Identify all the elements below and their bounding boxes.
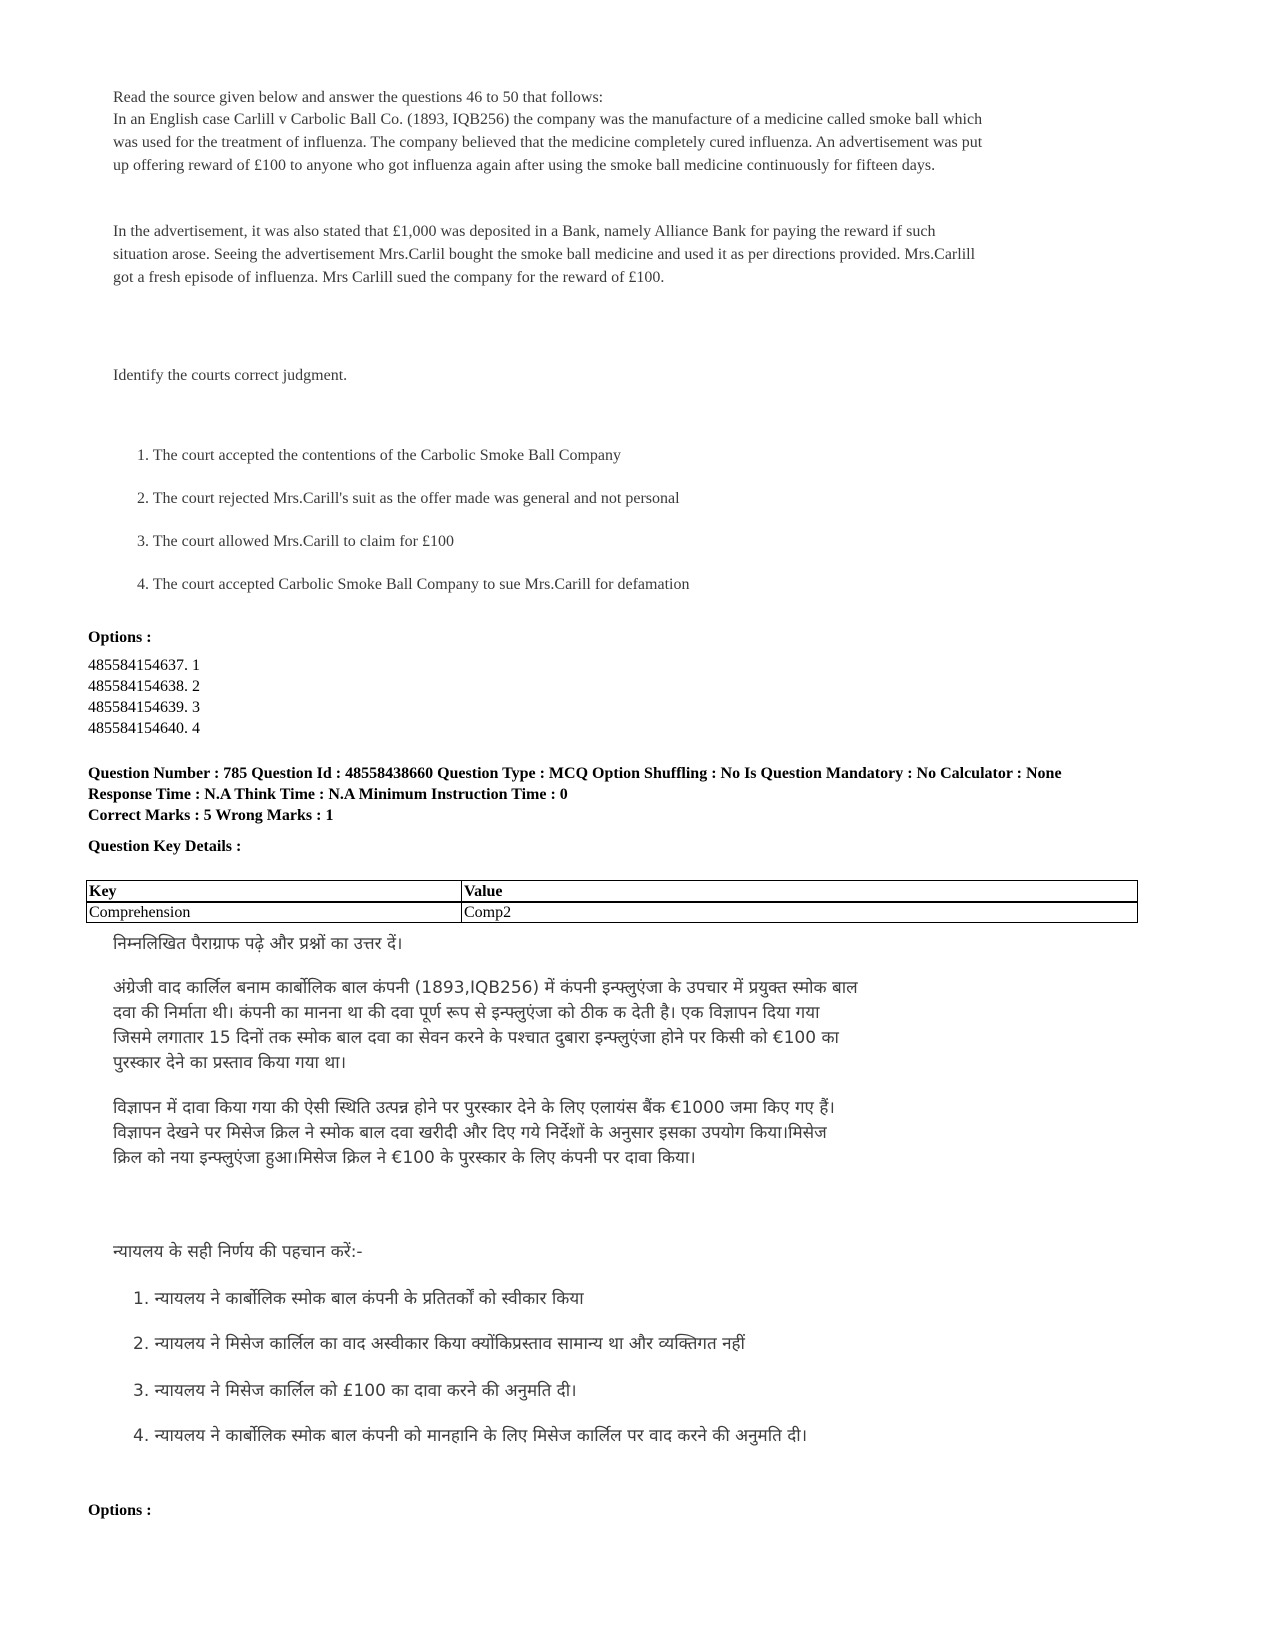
passage-option-1: 1. The court accepted the contentions of the Carbolic Smoke Ball Company [137, 447, 622, 464]
hindi-question: न्यायलय के सही निर्णय की पहचान करें:- [113, 1242, 363, 1262]
option-item: 485584154640. 4 [88, 720, 200, 737]
table-cell-key: Comprehension [87, 902, 462, 923]
option-item: 485584154637. 1 [88, 657, 200, 674]
table-cell-value: Comp2 [462, 902, 1138, 923]
passage-question: Identify the courts correct judgment. [113, 367, 348, 384]
option-item: 485584154638. 2 [88, 678, 200, 695]
hindi-option-1: 1. न्यायलय ने कार्बोलिक स्मोक बाल कंपनी के प्रतितर्कों को स्वीकार किया [133, 1289, 584, 1309]
hindi-para1-line: दवा की निर्माता थी। कंपनी का मानना था की दवा पूर्ण रूप से इन्फ्लुएंजा को ठीक क देती है। एक विज्ञापन दिया गया [113, 1003, 820, 1023]
table-header-key: Key [87, 881, 462, 902]
hindi-option-2: 2. न्यायलय ने मिसेज कार्लिल का वाद अस्वीकार किया क्योंकिप्रस्ताव सामान्य था और व्यक्तिगत नहीं [133, 1334, 745, 1354]
hindi-para1-line: अंग्रेजी वाद कार्लिल बनाम कार्बोलिक बाल कंपनी (1893,IQB256) में कंपनी इन्फ्लुएंजा के उपचार में प्रयुक्त स्मोक बाल [113, 978, 858, 998]
key-details-label: Question Key Details : [88, 838, 242, 855]
passage-option-3: 3. The court allowed Mrs.Carill to claim for £100 [137, 533, 454, 550]
question-meta-line-2: Response Time : N.A Think Time : N.A Minimum Instruction Time : 0 [88, 786, 568, 803]
hindi-option-4: 4. न्यायलय ने कार्बोलिक स्मोक बाल कंपनी को मानहानि के लिए मिसेज कार्लिल पर वाद करने की अनुमति दी। [133, 1426, 808, 1446]
passage-option-4: 4. The court accepted Carbolic Smoke Ball Company to sue Mrs.Carill for defamation [137, 576, 690, 593]
question-meta-line-3: Correct Marks : 5 Wrong Marks : 1 [88, 807, 334, 824]
hindi-para1-line: पुरस्कार देने का प्रस्ताव किया गया था। [113, 1053, 347, 1073]
hindi-para1-line: जिसमे लगातार 15 दिनों तक स्मोक बाल दवा का सेवन करने के पश्चात दुबारा इन्फ्लुएंजा होने पर किसी को €100 का [113, 1028, 839, 1048]
footer-options-label: Options : [88, 1502, 152, 1519]
hindi-para2-line: क्रिल को नया इन्फ्लुएंजा हुआ।मिसेज क्रिल ने €100 के पुरस्कार के लिए कंपनी पर दावा किया। [113, 1148, 696, 1168]
hindi-option-3: 3. न्यायलय ने मिसेज कार्लिल को £100 का दावा करने की अनुमति दी। [133, 1381, 577, 1401]
question-meta-line-1: Question Number : 785 Question Id : 48558438660 Question Type : MCQ Option Shuffling : No Is Question Mandatory : No Calculator : None [88, 765, 1062, 782]
hindi-para2-line: विज्ञापन देखने पर मिसेज क्रिल ने स्मोक बाल दवा खरीदी और दिए गये निर्देशों के अनुसार इसका उपयोग किया।मिसेज [113, 1123, 827, 1143]
hindi-para2-line: विज्ञापन में दावा किया गया की ऐसी स्थिति उत्पन्न होने पर पुरस्कार देने के लिए एलायंस बैंक €1000 जमा किए गए हैं। [113, 1098, 835, 1118]
hindi-intro: निम्नलिखित पैराग्राफ पढ़े और प्रश्नों का उत्तर दें। [113, 934, 403, 954]
passage-paragraph-1: In an English case Carlill v Carbolic Ball Co. (1893, IQB256) the company was the manufacture of a medicine called smoke ball which was used for the treatment of influenza. The company believed that the medicine completely cured influenza. An advertisement was put up offering reward of £100 to anyone who got influenza again after using the smoke ball medicine continuously for fifteen days. [113, 111, 983, 174]
hindi-passage-image [113, 0, 1025, 1500]
passage-intro: Read the source given below and answer the questions 46 to 50 that follows: [113, 89, 604, 106]
passage-paragraph-2: In the advertisement, it was also stated that £1,000 was deposited in a Bank, namely Alliance Bank for paying the reward if such situation arose. Seeing the advertisement Mrs.Carlil bought the smoke ball medicine and used it as per directions provided. Mrs.Carlill got a fresh episode of influenza. Mrs Carlill sued the company for the reward of £100. [113, 223, 976, 286]
options-label: Options : [88, 629, 152, 646]
option-item: 485584154639. 3 [88, 699, 200, 716]
passage-option-2: 2. The court rejected Mrs.Carill's suit as the offer made was general and not personal [137, 490, 680, 507]
table-header-value: Value [462, 881, 1138, 902]
